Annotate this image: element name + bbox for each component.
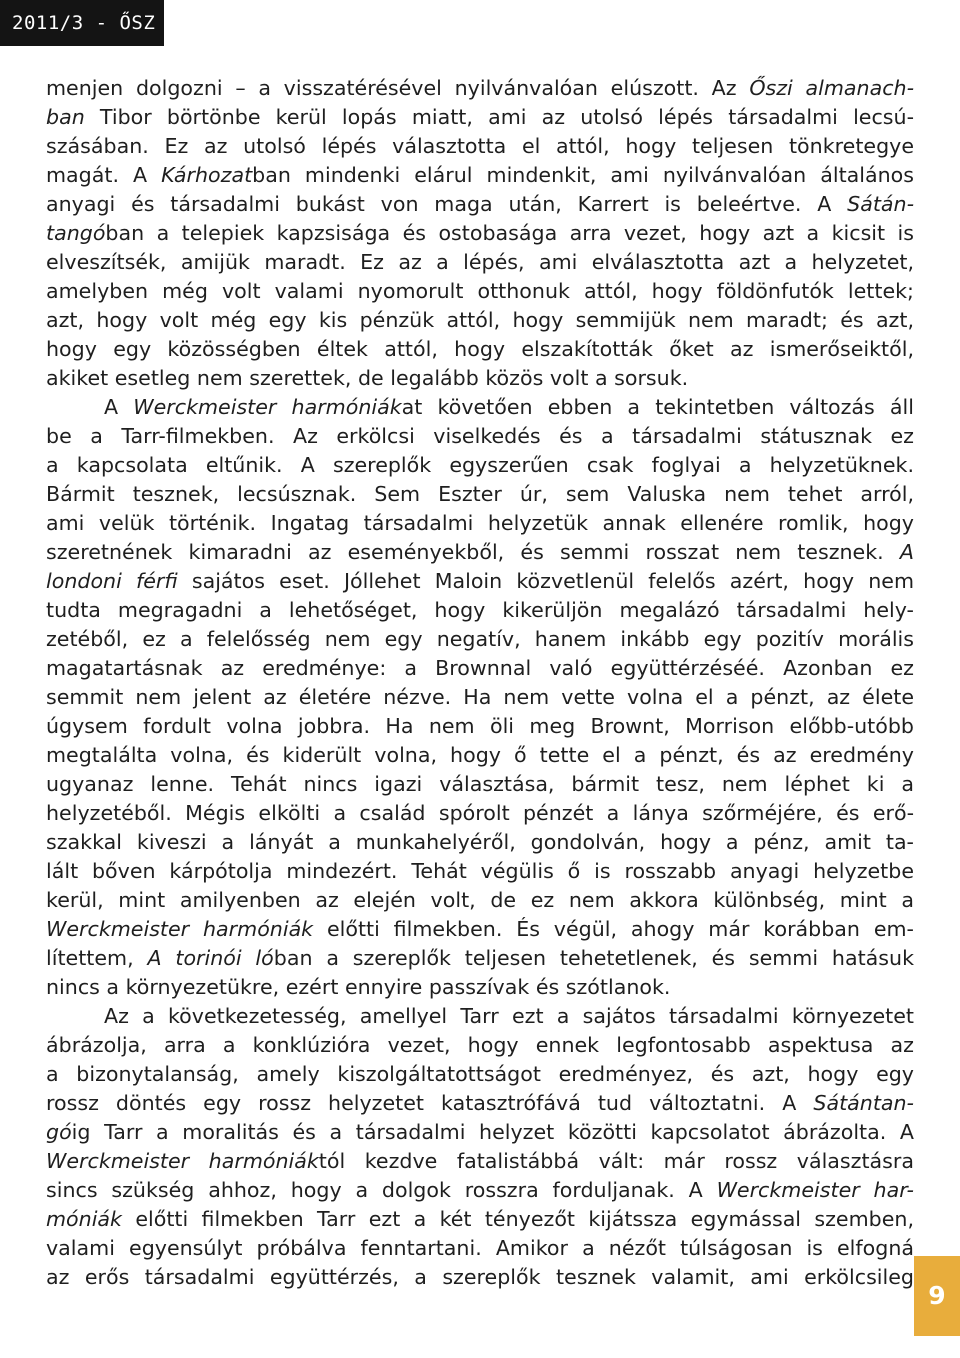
italic-title-text: londoni férfi (46, 569, 178, 593)
text-line (46, 1234, 914, 1263)
text-line (46, 1147, 914, 1176)
text-segment: úgysem fordult volna jobbra. Ha nem öli meg Brownt, Morrison előbb-utóbb (46, 714, 914, 738)
text-segment: megtalálta volna, és kiderült volna, hogy ő tette el a pénzt, és az eredmény (46, 743, 914, 767)
text-line (46, 451, 914, 480)
italic-title-text: Őszi almanach- (749, 76, 915, 100)
text-segment: ábrázolja, arra a konklúzióra vezet, hogy ennek legfontosabb aspektusa az (46, 1033, 914, 1057)
text-segment: amelyben még volt valami nyomorult otthonuk attól, hogy földönfutók lettek; (46, 279, 914, 303)
text-segment: hogy egy közösségben éltek attól, hogy elszakították őket az ismerőseiktől, (46, 337, 914, 361)
italic-title-text: gó (46, 1120, 72, 1144)
text-segment: menjen dolgozni – a visszatérésével nyilvánvalóan elúszott. Az (46, 76, 750, 100)
text-segment: zetéből, ez a felelősség nem egy negatív, hanem inkább egy pozitív morális (46, 627, 914, 651)
text-line (46, 625, 914, 654)
text-segment: ban mindenki elárul mindenkit, ami nyilvánvalóan általános (252, 163, 914, 187)
text-line (46, 683, 914, 712)
text-segment: elveszítsék, amijük maradt. Ez az a lépés, ami elválasztotta azt a helyzetet, (46, 250, 914, 274)
text-line (46, 219, 914, 248)
italic-title-text: Werckmeister harmóniák (133, 395, 402, 419)
text-line (46, 567, 914, 596)
italic-title-text: A torinói ló (147, 946, 274, 970)
text-segment: sincs szükség ahhoz, hogy a dolgok rosszra forduljanak. A (46, 1178, 717, 1202)
text-line (46, 741, 914, 770)
text-line (46, 1002, 914, 1031)
text-line (46, 1060, 914, 1089)
text-line (46, 973, 914, 1002)
text-line (46, 799, 914, 828)
italic-title-text: Werckmeister harmóniák (46, 1149, 319, 1173)
text-segment: előtti filmekben Tarr ezt a két tényezőt kijátssza egymással szemben, (121, 1207, 914, 1231)
text-segment: a bizonytalanság, amely kiszolgáltatottságot eredményez, és azt, hogy egy (46, 1062, 914, 1086)
text-line (46, 915, 914, 944)
text-line (46, 770, 914, 799)
italic-title-text: tangó (46, 221, 106, 245)
italic-title-text: Werckmeister harmóniák (46, 917, 314, 941)
text-segment: tudta megragadni a lehetőséget, hogy kikerüljön megalázó társadalmi hely- (46, 598, 914, 622)
text-line (46, 886, 914, 915)
italic-title-text: Kárhozat (161, 163, 253, 187)
text-segment: szakkal kiveszi a lányát a munkahelyéről, gondolván, hogy a pénz, amit ta- (46, 830, 914, 854)
text-line (46, 103, 914, 132)
italic-title-text: ban (46, 105, 85, 129)
text-line (46, 596, 914, 625)
text-line (46, 277, 914, 306)
text-line (46, 480, 914, 509)
text-segment: előtti filmekben. És végül, ahogy már korábban em- (313, 917, 914, 941)
italic-title-text: A (899, 540, 914, 564)
text-segment: at követően ebben a tekintetben változás áll (401, 395, 914, 419)
text-segment: Bármit tesznek, lecsúsznak. Sem Eszter úr, sem Valuska nem tehet arról, (46, 482, 914, 506)
text-segment: rossz döntés egy rossz helyzetet katasztrófává tud változtatni. A (46, 1091, 814, 1115)
text-line (46, 393, 914, 422)
text-segment: sajátos eset. Jóllehet Maloin közvetlenül felelős azért, hogy nem (177, 569, 915, 593)
text-line (46, 132, 914, 161)
text-segment: szeretnének kimaradni az eseményekből, és semmi rosszat nem tesznek. (46, 540, 900, 564)
text-line (46, 712, 914, 741)
text-segment: ami velük történik. Ingatag társadalmi helyzetük annak ellenére romlik, hogy (46, 511, 914, 535)
text-line (46, 422, 914, 451)
text-line (46, 161, 914, 190)
text-segment: szásában. Ez az utolsó lépés választotta el attól, hogy teljesen tönkretegye (46, 134, 914, 158)
text-line (46, 857, 914, 886)
text-segment: Tibor börtönbe kerül lopás miatt, ami az utolsó lépés társadalmi lecsú- (84, 105, 914, 129)
text-segment: valami egyensúlyt próbálva fenntartani. Amikor a nézőt túlságosan is elfogná (46, 1236, 914, 1260)
text-segment: ban a szereplők teljesen tehetetlenek, és semmi hatásuk (273, 946, 914, 970)
text-line (46, 190, 914, 219)
text-line (46, 509, 914, 538)
italic-title-text: Werckmeister har- (716, 1178, 914, 1202)
text-line (46, 944, 914, 973)
text-line (46, 364, 914, 393)
text-line (46, 1263, 914, 1292)
text-segment: magatartásnak az eredménye: a Brownnal való együttérzéséé. Azonban ez (46, 656, 914, 680)
text-segment: ugyanaz lenne. Tehát nincs igazi választása, bármit tesz, nem léphet ki a (46, 772, 914, 796)
text-line (46, 1089, 914, 1118)
text-segment: magát. A (46, 163, 162, 187)
article-body (46, 74, 914, 1292)
text-line (46, 306, 914, 335)
text-segment: A (104, 395, 134, 419)
text-line (46, 335, 914, 364)
text-segment: ban a telepiek kapzsisága és ostobasága arra vezet, hogy azt a kicsit is (105, 221, 914, 245)
text-segment: ig Tarr a moralitás és a társadalmi helyzet közötti kapcsolatot ábrázolta. A (71, 1120, 914, 1144)
text-line (46, 1205, 914, 1234)
text-segment: be a Tarr-filmekben. Az erkölcsi viselkedés és a társadalmi státusznak ez (46, 424, 914, 448)
text-segment: tól kezdve fatalistábbá vált: már rossz választásra (318, 1149, 914, 1173)
text-line (46, 1118, 914, 1147)
text-segment: kerül, mint amilyenben az elején volt, de ez nem akkora különbség, mint a (46, 888, 914, 912)
text-line (46, 1031, 914, 1060)
text-line (46, 538, 914, 567)
text-segment: lítettem, (46, 946, 148, 970)
italic-title-text: Sátán- (847, 192, 914, 216)
text-line (46, 248, 914, 277)
text-segment: akiket esetleg nem szerettek, de legalább közös volt a sorsuk. (46, 366, 689, 390)
text-line (46, 654, 914, 683)
text-segment: Az a következetesség, amellyel Tarr ezt a sajátos társadalmi környezetet (104, 1004, 914, 1028)
text-segment: nincs a környezetükre, ezért ennyire passzívak és szótlanok. (46, 975, 671, 999)
text-segment: azt, hogy volt még egy kis pénzük attól, hogy semmijük nem maradt; és azt, (46, 308, 914, 332)
issue-header: 2011/3 - ŐSZ (0, 0, 164, 46)
text-line (46, 1176, 914, 1205)
text-segment: az erős társadalmi együttérzés, a szereplők tesznek valamit, ami erkölcsileg (46, 1265, 914, 1289)
text-segment: semmit nem jelent az életére nézve. Ha nem vette volna el a pénzt, az élete (46, 685, 914, 709)
text-segment: lált bőven kárpótolja mindezért. Tehát végülis ő is rosszabb anyagi helyzetbe (46, 859, 914, 883)
text-line (46, 828, 914, 857)
text-segment: anyagi és társadalmi bukást von maga után, Karrert is beleértve. A (46, 192, 848, 216)
italic-title-text: Sátántan- (813, 1091, 914, 1115)
italic-title-text: móniák (46, 1207, 122, 1231)
text-segment: a kapcsolata eltűnik. A szereplők egyszerűen csak foglyai a helyzetüknek. (46, 453, 914, 477)
page-number: 9 (914, 1256, 960, 1336)
text-line (46, 74, 914, 103)
text-segment: helyzetéből. Mégis elkölti a család spórolt pénzét a lánya szőrméjére, és erő- (46, 801, 914, 825)
